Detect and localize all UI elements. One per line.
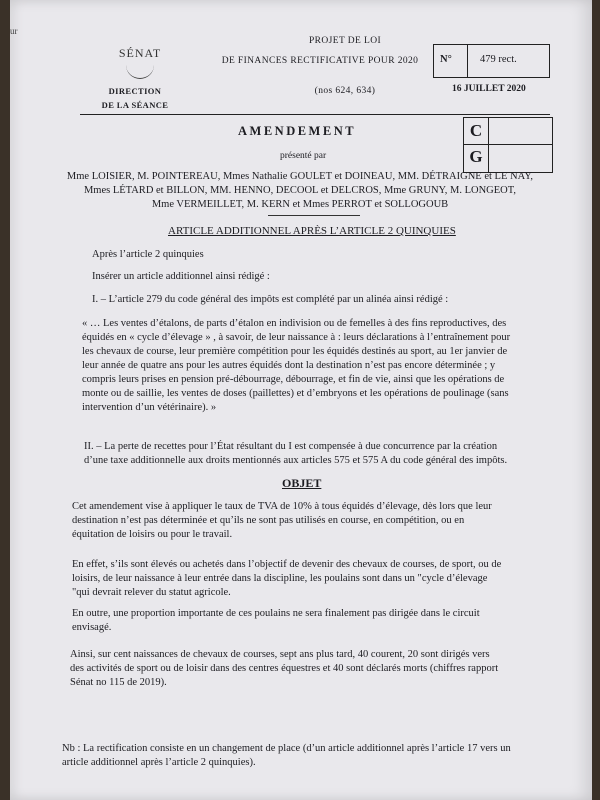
article-position: Après l’article 2 quinquies: [92, 249, 204, 260]
authors-divider: [268, 215, 360, 216]
objet-paragraph-1: [72, 500, 552, 542]
amendment-date: 16 JUILLET 2020: [452, 84, 526, 94]
government-letter: G: [469, 147, 483, 166]
objet-line: envisagé.: [72, 622, 112, 633]
authors-list: [40, 170, 560, 212]
senat-logo: [110, 42, 170, 80]
quote-line: leur année de quatre ans pour les autres équidés dont la destination n’est pas encore déterminée ; y: [82, 360, 496, 371]
finances-rectificative-label: DE FINANCES RECTIFICATIVE POUR 2020: [221, 56, 419, 66]
paragraph-ii-line: d’une taxe additionnelle aux droits mentionnés aux articles 575 et 575 A du code général des impôts.: [84, 455, 508, 466]
authors-line: Mme LOISIER, M. POINTEREAU, Mmes Nathalie GOULET et DOINEAU, MM. DÉTRAIGNE et LE NAY,: [66, 171, 534, 182]
amendement-title: AMENDEMENT: [238, 124, 357, 138]
rectification-note: [62, 742, 572, 770]
objet-paragraph-2: [72, 558, 552, 600]
note-line: Nb : La rectification consiste en un changement de place (d’un article additionnel après l’article 17 vers un: [62, 743, 511, 754]
objet-line: Ainsi, sur cent naissances de chevaux de courses, sept ans plus tard, 40 courent, 20 sont dirigés vers: [70, 649, 490, 660]
number-label: N°: [440, 54, 452, 65]
quote-line: équidés en « cycle d’élevage » , à savoir, de leur naissance à : leurs déclarations à l’entraînement pour: [82, 332, 511, 343]
objet-paragraph-3: [72, 607, 552, 635]
amendment-number: 479 rect.: [480, 54, 517, 65]
objet-line: loisirs, de leur naissance à leur entrée dans la discipline, les poulains sont dans un "cycle d’élevage: [72, 573, 488, 584]
quote-line: compris leurs prises en pension pré-débourrage, débourrage, et fin de vie, ainsi que les opérations de: [82, 374, 505, 385]
senat-logo-text: SÉNAT: [118, 46, 162, 60]
quote-line: les chevaux de course, leur première compétition pour les équidés destinés au sport, au 1er janvier de: [82, 346, 508, 357]
paragraph-ii-line: II. – La perte de recettes pour l’État résultant du I est compensée à due concurrence par la création: [84, 441, 498, 452]
commission-letter: C: [469, 121, 483, 140]
article-paragraph-i: I. – L’article 279 du code général des impôts est complété par un alinéa ainsi rédigé :: [92, 294, 449, 305]
objet-line: "qui devrait relever du statut agricole.: [72, 587, 231, 598]
objet-paragraph-4: [70, 648, 554, 690]
texte-numbers: (nos 624, 634): [314, 86, 376, 96]
authors-line: Mmes LÉTARD et BILLON, MM. HENNO, DECOOL et DELCROS, Mme GRUNY, M. LONGEOT,: [83, 185, 517, 196]
article-heading: ARTICLE ADDITIONNEL APRÈS L’ARTICLE 2 QUINQUIES: [168, 225, 456, 237]
quote-line: intervention d’un vétérinaire). »: [82, 402, 217, 413]
article-quote: [82, 317, 552, 415]
quote-line: « … Les ventes d’étalons, de parts d’étalon en indivision ou de femelles à des fins reproductives, des: [82, 318, 507, 329]
commission-government-box: [463, 117, 553, 173]
article-insert-instruction: Insérer un article additionnel ainsi rédigé :: [92, 271, 270, 282]
seance-label: DE LA SÉANCE: [101, 100, 169, 110]
authors-line: Mme VERMEILLET, M. KERN et Mmes PERROT et SOLLOGOUB: [151, 199, 449, 210]
objet-line: Sénat no 115 de 2019).: [70, 677, 167, 688]
projet-de-loi-label: PROJET DE LOI: [308, 36, 382, 46]
objet-line: En effet, s’ils sont élevés ou achetés dans l’objectif de devenir des chevaux de courses, de sport, ou de: [72, 559, 502, 570]
margin-fragment-text: ur: [10, 26, 18, 36]
objet-line: Cet amendement vise à appliquer le taux de TVA de 10% à tous équidés d’élevage, dès lors que leur: [72, 501, 492, 512]
senat-logo-arc: [126, 64, 154, 79]
article-paragraph-ii: [84, 440, 554, 468]
document-page: [10, 0, 592, 800]
objet-line: destination n’est pas déterminée et qu’ils ne sont pas utilisés en course, en compétition, ou en: [72, 515, 465, 526]
objet-line: équitation de loisirs ou pour le travail.: [72, 529, 233, 540]
objet-line: En outre, une proportion importante de ces poulains ne sera finalement pas dirigée dans le circuit: [72, 608, 480, 619]
objet-line: des activités de sport ou de loisir dans des centres équestres et 40 sont déclarés morts (chiffres rapport: [70, 663, 499, 674]
presented-by-label: présenté par: [280, 151, 327, 161]
note-line: article additionnel après l’article 2 quinquies).: [62, 757, 256, 768]
direction-label: DIRECTION: [108, 86, 162, 96]
objet-heading: OBJET: [282, 476, 322, 490]
quote-line: monte ou de saillie, les ventes de doses (paillettes) et d’embryons et les opérations de poulinage (sans: [82, 388, 509, 399]
amendment-number-box: [433, 44, 550, 78]
header-divider: [80, 114, 550, 115]
